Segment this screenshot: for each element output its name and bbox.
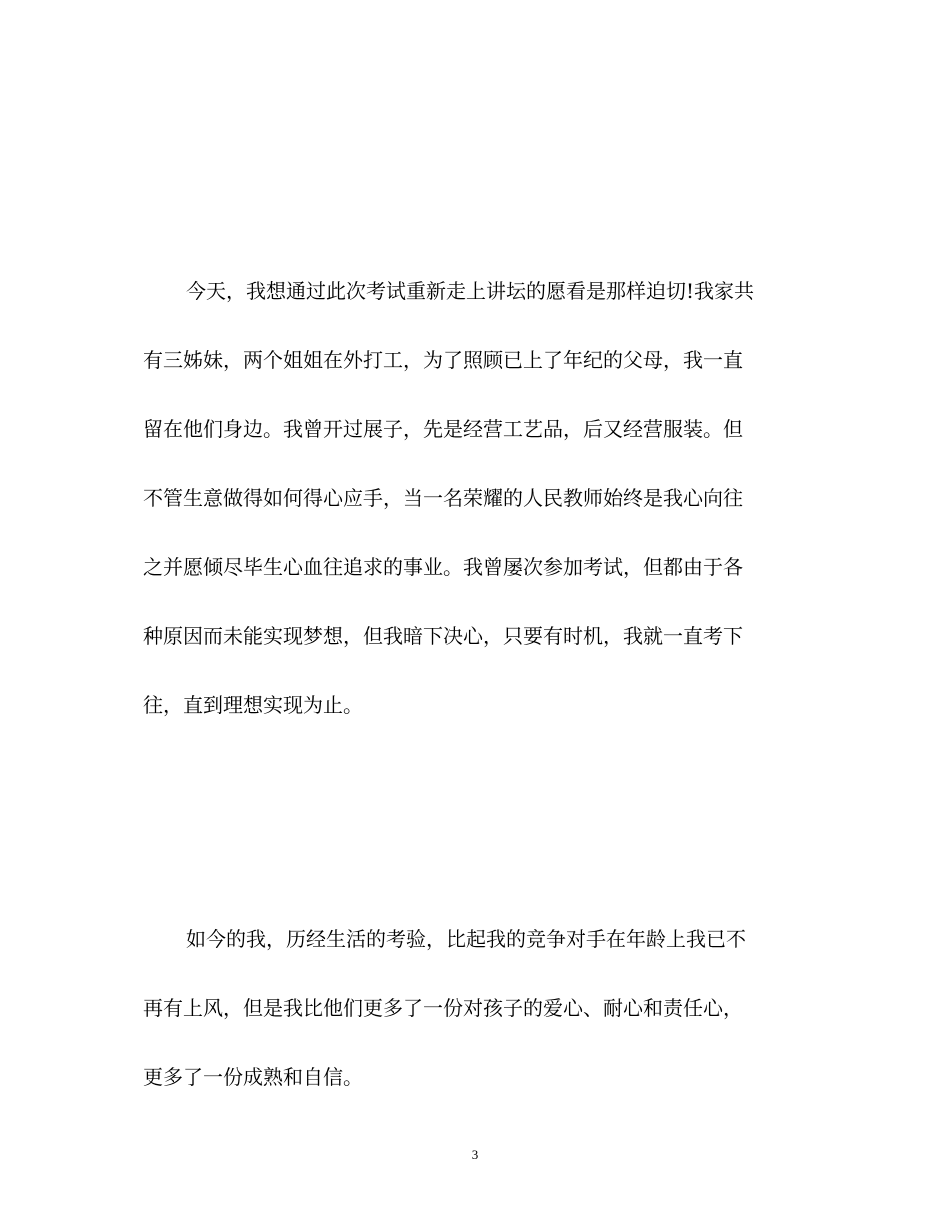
paragraph-line: 往，直到理想实现为止。 bbox=[143, 693, 363, 717]
paragraph-line: 更多了一份成熟和自信。 bbox=[143, 1065, 363, 1089]
paragraph-line: 不管生意做得如何得心应手，当一名荣耀的人民教师始终是我心向往 bbox=[143, 486, 743, 510]
paragraph-line: 留在他们身边。我曾开过展子，先是经营工艺品，后又经营服装。但 bbox=[143, 417, 743, 441]
paragraph-line: 有三姊妹，两个姐姐在外打工，为了照顾已上了年纪的父母，我一直 bbox=[143, 348, 743, 372]
paragraph-line: 今天，我想通过此次考试重新走上讲坛的愿看是那样迫切!我家共 bbox=[186, 279, 755, 303]
paragraph-line: 之并愿倾尽毕生心血往追求的事业。我曾屡次参加考试，但都由于各 bbox=[143, 555, 743, 579]
paragraph-line: 再有上风，但是我比他们更多了一份对孩子的爱心、耐心和责任心， bbox=[143, 996, 743, 1020]
page-number: 3 bbox=[471, 1147, 479, 1162]
paragraph-line: 种原因而未能实现梦想，但我暗下决心，只要有时机，我就一直考下 bbox=[143, 624, 743, 648]
paragraph-line: 如今的我，历经生活的考验，比起我的竞争对手在年龄上我已不 bbox=[186, 927, 746, 951]
